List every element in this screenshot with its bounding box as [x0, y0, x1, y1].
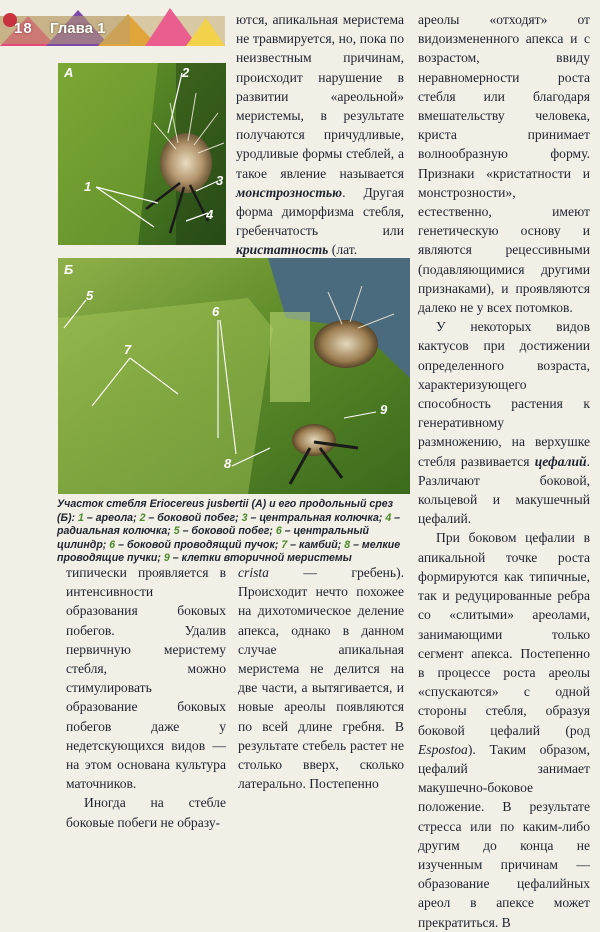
caption-item: 2 – боковой побег; [139, 511, 239, 524]
callout-a-3: 3 [216, 173, 224, 188]
caption-item: 7 – камбий; [281, 538, 342, 551]
callout-a-4: 4 [206, 207, 214, 222]
caption-item: 3 – центральная колючка; [241, 511, 383, 524]
caption-item: 5 – боковой побег; [173, 525, 273, 538]
term-cristate: кристатность [236, 242, 329, 258]
chapter-header-decoration [0, 0, 225, 46]
text-column-top [236, 10, 404, 260]
chapter-title: Глава 1 [50, 20, 106, 37]
paragraph: У некоторых видов кактусов при достижении определенного возраста, характеризующего способность растения к генеративному размножению, на верхушке стебля развивается цефалий. Различают боковой, кольцевой и макушечный цефалий. [418, 319, 590, 527]
paragraph: типически проявляется в интенсивности образования боковых побегов. Удалив первичную меристему стебля, можно стимулировать образование боковых побегов даже у недетскующихся видов — на этом основана культура маточников. [66, 565, 226, 792]
paragraph: crista — гребень). Происходит нечто похожее на дихотомическое деление апекса, однако в данном случае апикальная меристема не делится на две части, а вытягивается, и новые ареолы появляются по всей длине гребня. В результате стебель растет не столько вверх, сколько латерально. Постепенно [238, 565, 404, 792]
callout-b-7: 7 [124, 342, 132, 357]
callout-b-6: 6 [212, 304, 220, 319]
page-number: 18 [14, 20, 33, 37]
caption-item: 4 – радиальная колючка; [57, 511, 401, 538]
panel-a-label: А [64, 65, 74, 80]
paragraph: ареолы «отходят» от видоизмененного апекса и с возрастом, ввиду неравномерности роста стебля или благодаря вмешательству человека, криста принимает волнообразную форму. Признаки «кристатности и монстрозности», естественно, имеют генетическую основу и являются рецессивными (подавляющимися другими признаками), и проявляются далеко не у всех потомков. [418, 12, 590, 316]
paragraph: ются, апикальная меристема не травмируется, но, пока по неизвестным причинам, происходит нарушение в развитии «ареольной» меристемы, в результате получаются причудливые, уродливые формы стеблей, а такое явление называется монстрозностью. Другая форма диморфизма стебля, гребенчатость или кристатность (лат. [236, 12, 404, 258]
paragraph: При боковом цефалии в апикальной точке роста формируются как типичные, так и редуцированные ребра со «слитыми» ареолами, занимающими только сегмент апекса. Постепенно в процессе роста ареолы «спускаются» с одной стороны стебля, образуя боковой цефалий (род Espostoa). Таким образом, цефалий занимает макушечно-боковое положение. В результате стресса или по каким-либо другим до конца не изученным причинам — образование цефалийных ареол в апексе может прекратиться. В [418, 530, 590, 930]
text-column-bottom-middle [238, 563, 404, 793]
callout-b-8: 8 [224, 456, 232, 471]
paragraph: Иногда на стебле боковые побеги не образу- [66, 795, 226, 830]
term-monstrosity: монстрозностью [236, 184, 343, 200]
figure-caption [57, 498, 409, 566]
caption-item: 6 – центральный цилиндр; [57, 525, 369, 551]
callout-a-2: 2 [182, 65, 190, 80]
callout-b-9: 9 [380, 402, 388, 417]
caption-title: Участок стебля Eriocereus jusbertii (А) и его продольный срез (Б): [57, 498, 394, 524]
text-column-right [418, 10, 590, 932]
caption-item: 6 – боковой проводящий пучок; [109, 538, 279, 551]
photo-b-longitudinal-section [58, 258, 410, 494]
genus-espostoa: Espostoa [418, 741, 468, 757]
callout-a-1: 1 [84, 179, 92, 194]
caption-item: 1 – ареола; [78, 511, 137, 524]
term-cephalium: цефалий [534, 453, 587, 469]
photo-a-cactus-areole [58, 63, 226, 245]
panel-b-label: Б [64, 262, 74, 277]
caption-item: 9 – клетки вторичной меристемы [163, 552, 352, 565]
caption-item: 8 – мелкие проводящие пучки; [57, 538, 401, 565]
text-column-bottom-left [66, 563, 226, 832]
callout-b-5: 5 [86, 288, 94, 303]
